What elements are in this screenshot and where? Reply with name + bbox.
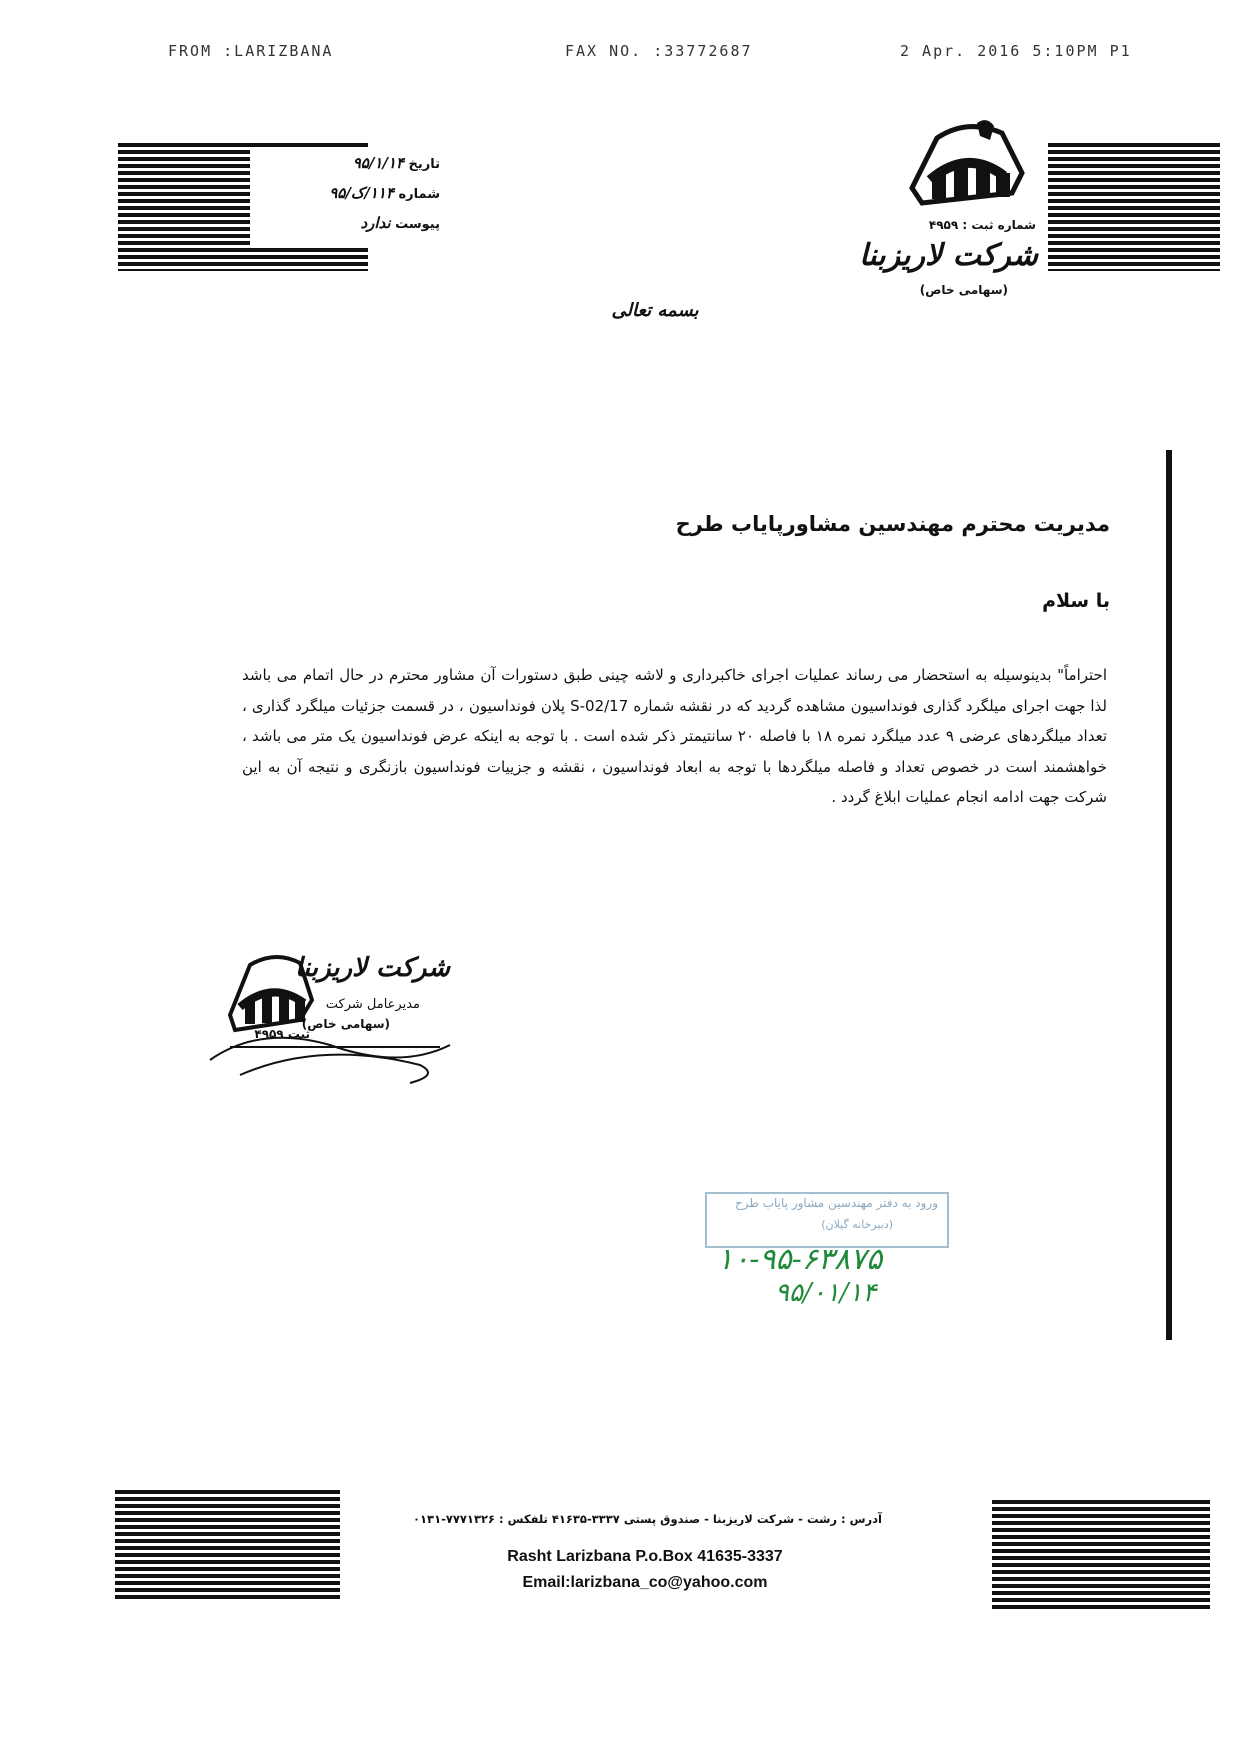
letterhead-stripes-right [1048, 143, 1220, 271]
company-type: (سهامی خاص) [919, 283, 1008, 297]
signature-reg: ثبت ۴۹۵۹ [254, 1027, 310, 1041]
company-header [859, 118, 1048, 308]
signature-company-type: (سهامی خاص) [301, 1017, 390, 1031]
recipient: مدیریت محترم مهندسین مشاورپایاب طرح [675, 512, 1110, 536]
date-label: تاریخ [408, 157, 440, 172]
receipt-stamp-subheader: (دبیرخانه گیلان) [821, 1218, 893, 1231]
fax-from: FROM :LARIZBANA [168, 42, 334, 60]
receipt-stamp-header: ورود به دفتر مهندسین مشاور پایاب طرح [735, 1196, 938, 1210]
number-value: ۱۱۴/ک/۹۵ [329, 184, 394, 202]
company-name: شرکت لاریزبنا [859, 238, 1038, 273]
signature-company-name: شرکت لاریزبنا [294, 953, 450, 983]
footer-address-fa: آدرس : رشت - شرکت لاریزبنا - صندوق پستی ۳۳۳۷-۴۱۶۳۵ تلفکس : ۷۷۷۱۳۲۶-۰۱۳۱ [413, 1512, 882, 1526]
receipt-number: ۱۰-۹۵-۶۳۸۷۵ [717, 1242, 883, 1277]
signature-block [200, 945, 460, 1095]
greeting: با سلام [1042, 590, 1110, 612]
date-row [250, 154, 440, 172]
receipt-date: ۹۵/۰۱/۱۴ [775, 1278, 877, 1308]
footer-stripes-right [992, 1500, 1210, 1612]
company-logo [892, 118, 1042, 218]
letter-meta [250, 150, 440, 245]
attachment-label: پیوست [395, 217, 440, 232]
signature-title: مدیرعامل شرکت [325, 997, 420, 1012]
company-reg-number: شماره ثبت : ۴۹۵۹ [928, 218, 1036, 232]
footer-address-en: Rasht Larizbana P.o.Box 41635-3337 [507, 1548, 783, 1565]
letter-body: احتراماً" بدینوسیله به استحضار می رساند عملیات اجرای خاکبرداری و لاشه چینی طبق دستورات آن مشاور محترم در حال اتمام می باشد لذا جهت اجرای میلگرد گذاری فونداسیون مشاهده گردید که در نقشه شماره S-02/17 پلان فونداسیون ، در قسمت جزئیات میلگرد گذاری ، تعداد میلگردهای عرضی ۹ عدد میلگرد نمره ۱۸ با فاصله ۲۰ سانتیمتر ذکر شده است . با توجه به اینکه عرض فونداسیون یک متر می باشد ، خواهشمند است در خصوص تعداد و فاصله میلگردها با توجه به ابعاد فونداسیون ، نقشه و جزییات فونداسیون بازنگری و نتیجه آن به این شرکت جهت ادامه انجام عملیات ابلاغ گردد . [242, 666, 1108, 806]
fax-datetime: 2 Apr. 2016 5:10PM P1 [900, 42, 1132, 60]
footer-stripes-left [115, 1490, 340, 1602]
number-label: شماره [398, 187, 440, 202]
attachment-row [250, 214, 440, 232]
fax-number: FAX NO. :33772687 [565, 42, 753, 60]
number-row [250, 184, 440, 202]
attachment-value: ندارد [360, 214, 391, 232]
footer-email: Email:larizbana_co@yahoo.com [522, 1574, 768, 1591]
receipt-stamp [705, 1192, 983, 1308]
date-value: ۹۵/۱/۱۴ [352, 154, 404, 172]
margin-bar [1166, 450, 1172, 1340]
invocation: بسمه تعالی [611, 300, 699, 321]
